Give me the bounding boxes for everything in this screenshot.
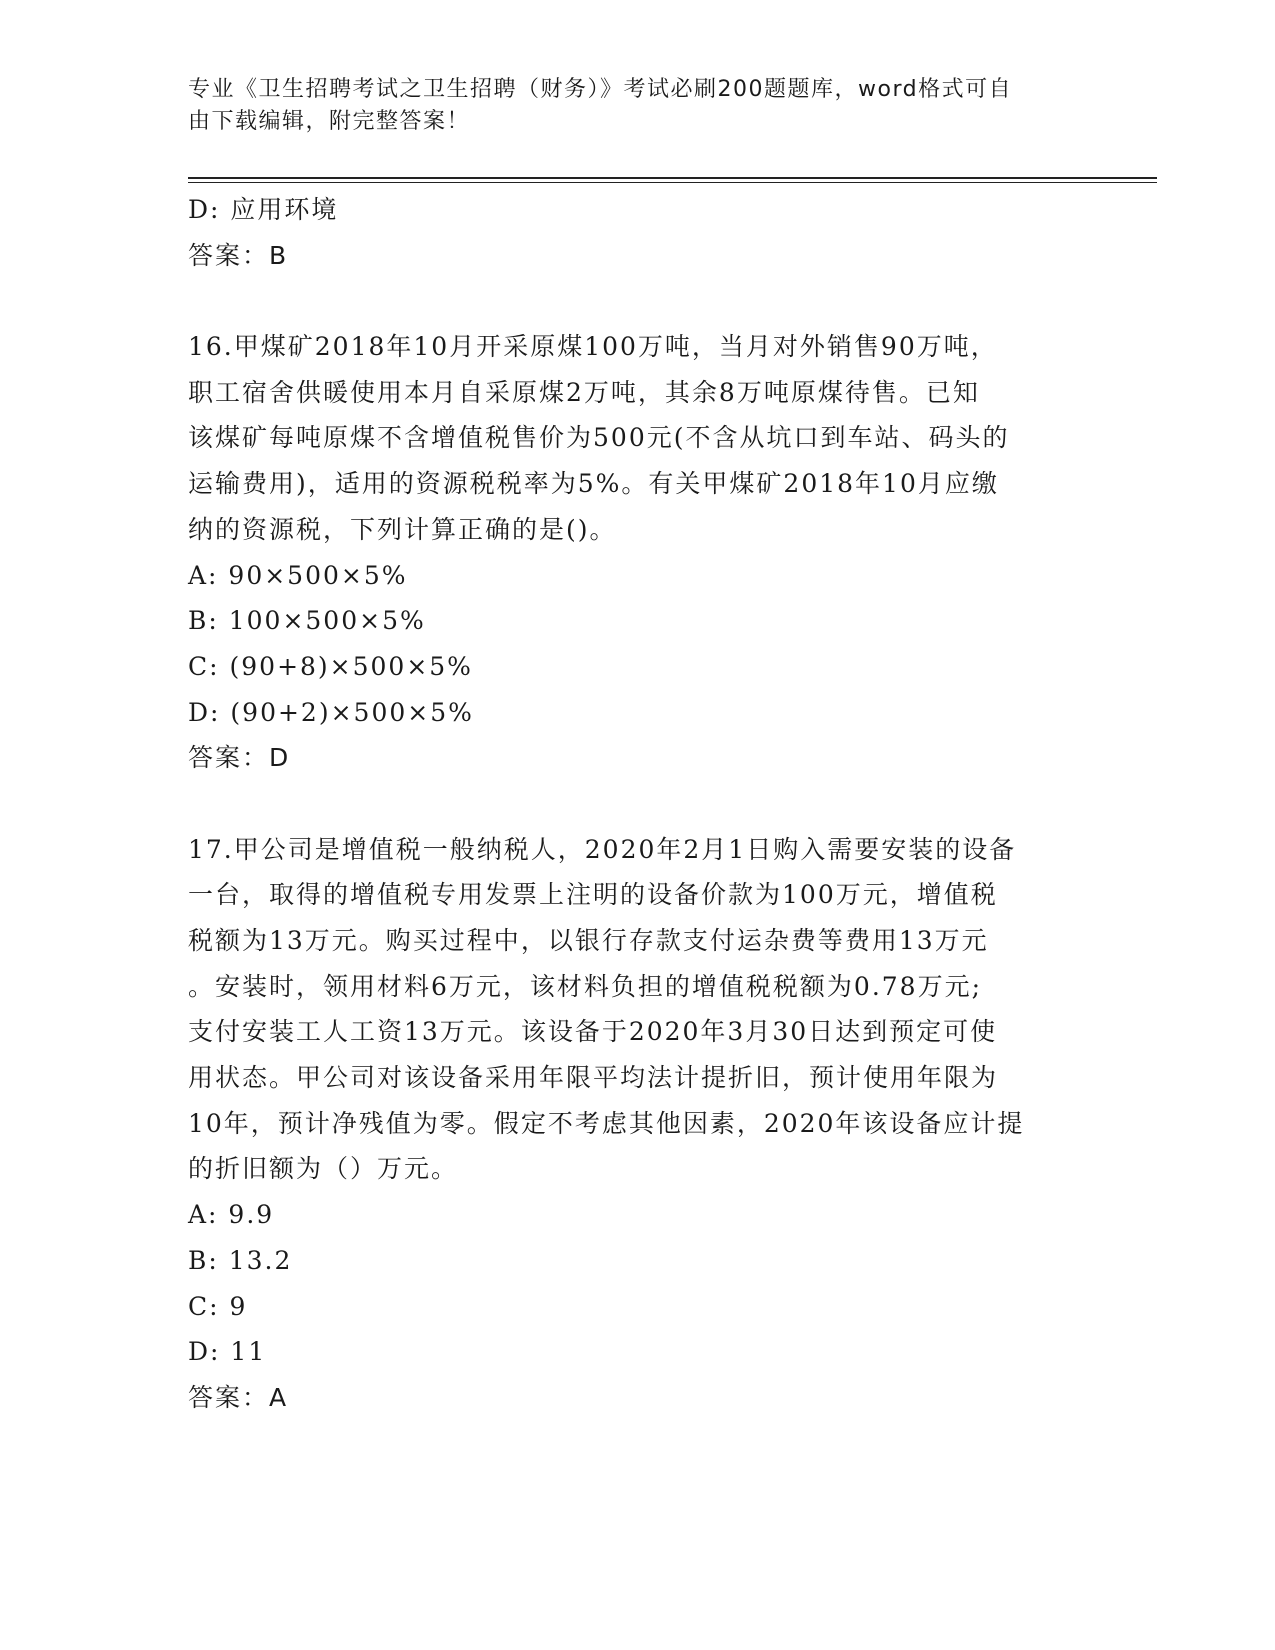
header-divider-thick: [188, 177, 1157, 179]
question-16-line: 16.甲煤矿2018年10月开采原煤100万吨，当月对外销售90万吨，: [188, 332, 998, 362]
question-17-line: 一台，取得的增值税专用发票上注明的设备价款为100万元，增值税: [188, 880, 998, 910]
document-body: [188, 187, 1088, 1421]
question-16-line: 该煤矿每吨原煤不含增值税售价为500元(不含从坑口到车站、码头的: [188, 423, 1010, 453]
document-header: [188, 74, 1088, 138]
question-17-line: 10年，预计净残值为零。假定不考虑其他因素，2020年该设备应计提: [188, 1108, 1025, 1138]
option-d: D: 11: [188, 1337, 267, 1367]
spacer: [188, 781, 1088, 827]
option-a: A: 90×500×5%: [188, 560, 408, 590]
previous-question-tail: [188, 187, 1088, 278]
question-17-line: 17.甲公司是增值税一般纳税人，2020年2月1日购入需要安装的设备: [188, 834, 1017, 864]
question-17-line: 。安装时，领用材料6万元，该材料负担的增值税税额为0.78万元;: [188, 971, 982, 1001]
option-b: B: 100×500×5%: [188, 606, 426, 636]
option-d: D: 应用环境: [188, 195, 339, 224]
question-17-line: 支付安装工人工资13万元。该设备于2020年3月30日达到预定可使: [188, 1017, 998, 1047]
answer-label: 答案：D: [188, 743, 291, 773]
header-line-2: 由下载编辑，附完整答案！: [188, 109, 471, 134]
answer-label: 答案：A: [188, 1382, 289, 1412]
spacer: [188, 278, 1088, 324]
header-divider-thin: [188, 182, 1157, 183]
option-c: C: (90+8)×500×5%: [188, 651, 473, 681]
question-17: [188, 827, 1088, 1421]
question-16-line: 职工宿舍供暖使用本月自采原煤2万吨，其余8万吨原煤待售。已知: [188, 377, 980, 407]
option-d: D: (90+2)×500×5%: [188, 697, 474, 727]
option-a: A: 9.9: [188, 1200, 275, 1230]
question-17-line: 的折旧额为（）万元。: [188, 1154, 459, 1184]
question-16-line: 运输费用)，适用的资源税税率为5%。有关甲煤矿2018年10月应缴: [188, 469, 999, 499]
question-16: [188, 324, 1088, 781]
question-17-line: 用状态。甲公司对该设备采用年限平均法计提折旧，预计使用年限为: [188, 1063, 999, 1093]
answer-label: 答案：B: [188, 240, 289, 270]
header-line-1: 专业《卫生招聘考试之卫生招聘（财务）》考试必刷200题题库，word格式可自: [188, 77, 1013, 102]
option-c: C: 9: [188, 1291, 248, 1321]
question-17-line: 税额为13万元。购买过程中，以银行存款支付运杂费等费用13万元: [188, 926, 989, 955]
question-16-line: 纳的资源税，下列计算正确的是()。: [188, 514, 617, 544]
option-b: B: 13.2: [188, 1245, 293, 1275]
